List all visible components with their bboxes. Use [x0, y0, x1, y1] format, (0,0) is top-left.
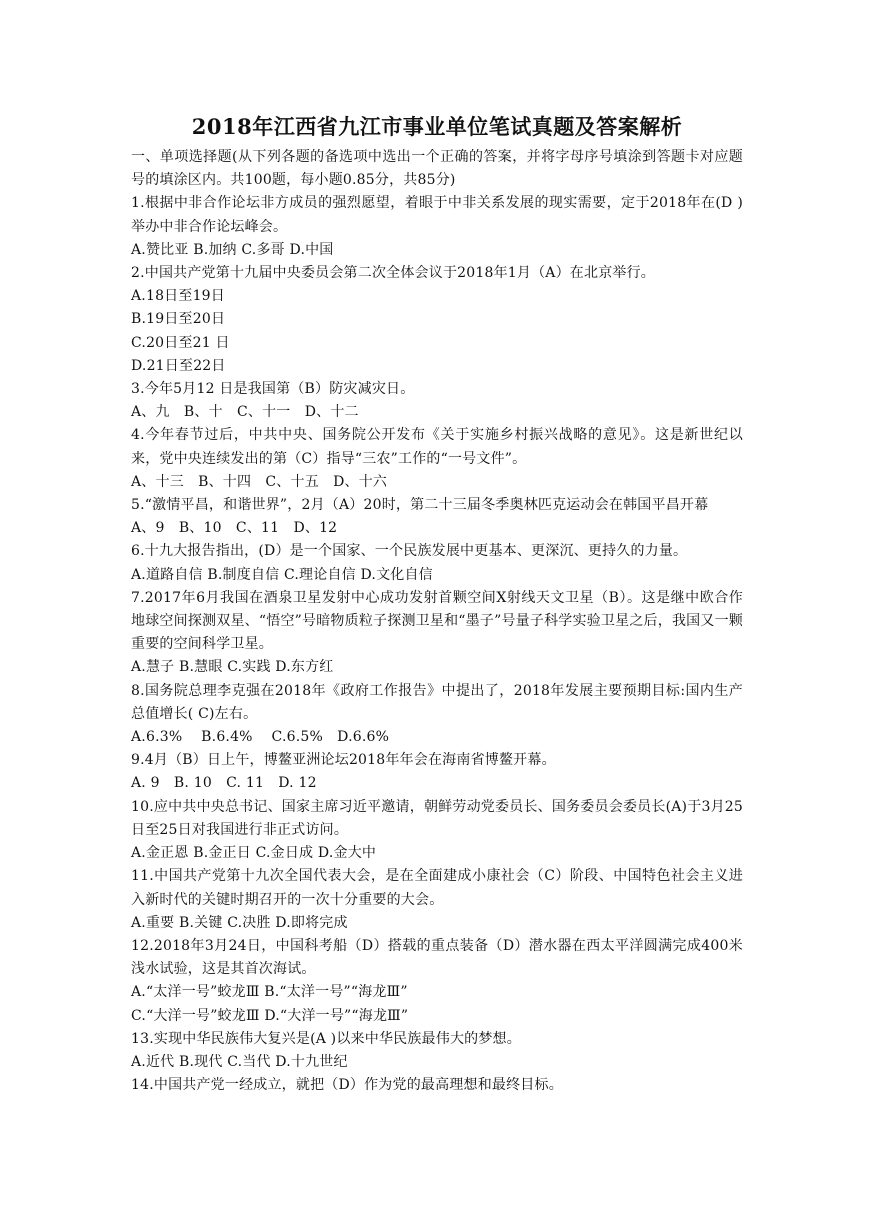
question-1 [131, 192, 743, 262]
question-options: A.6.3% B.6.4% C.6.5% D.6.6% [131, 729, 390, 746]
section-intro: 一、单项选择题(从下列各题的备选项中选出一个正确的答案，并将字母序号填涂到答题卡对应题号的填涂区内。共100题，每小题0.85分，共85分) [131, 149, 743, 189]
question-stem: 2.中国共产党第十九届中央委员会第二次全体会议于2018年1月（A）在北京举行。 [131, 265, 656, 282]
question-option: C.“大洋一号”蛟龙Ⅲ D.“大洋一号”“海龙Ⅲ” [131, 1007, 409, 1024]
document-title: 2018年江西省九江市事业单位笔试真题及答案解析 [191, 114, 683, 139]
question-stem: 11.中国共产党第十九次全国代表大会，是在全面建成小康社会（C）阶段、中国特色社会主义进入新时代的关键时期召开的一次十分重要的大会。 [131, 868, 743, 908]
question-14 [131, 1074, 743, 1097]
question-options: A.道路自信 B.制度自信 C.理论自信 D.文化自信 [131, 566, 433, 583]
question-options: A、九 B、十 C、十一 D、十二 [131, 404, 359, 421]
question-4 [131, 424, 743, 494]
question-13 [131, 1028, 743, 1074]
question-stem: 7.2017年6月我国在酒泉卫星发射中心成功发射首颗空间X射线天文卫星（B）。这是继中欧合作地球空间探测双星、“悟空”号暗物质粒子探测卫星和“墨子”号量子科学实验卫星之后，我国又一颗重要的空间科学卫星。 [131, 589, 743, 653]
question-stem: 9.4月（B）日上午，博鳌亚洲论坛2018年年会在海南省博鳌开幕。 [131, 752, 556, 769]
question-5 [131, 494, 743, 540]
question-options: A. 9 B. 10 C. 11 D. 12 [131, 775, 317, 792]
question-stem: 13.实现中华民族伟大复兴是(A )以来中华民族最伟大的梦想。 [131, 1030, 521, 1047]
question-12 [131, 935, 743, 1028]
question-7 [131, 587, 743, 680]
question-2 [131, 262, 743, 378]
document-page [131, 112, 743, 1097]
question-options: A.赞比亚 B.加纳 C.多哥 D.中国 [131, 241, 334, 258]
question-option: C.20日至21 日 [131, 334, 230, 351]
question-stem: 1.根据中非合作论坛非方成员的强烈愿望，着眼于中非关系发展的现实需要，定于2018年在(D )举办中非合作论坛峰会。 [131, 195, 743, 235]
question-stem: 8.国务院总理李克强在2018年《政府工作报告》中提出了，2018年发展主要预期目标:国内生产总值增长( C)左右。 [131, 682, 743, 722]
question-stem: 14.中国共产党一经成立，就把（D）作为党的最高理想和最终目标。 [131, 1077, 563, 1094]
question-stem: 5.“激情平昌，和谐世界”，2月（A）20时，第二十三届冬季奥林匹克运动会在韩国平昌开幕 [131, 497, 709, 514]
question-options: A、十三 B、十四 C、十五 D、十六 [131, 473, 388, 490]
question-option: D.21日至22日 [131, 357, 226, 374]
question-3 [131, 378, 743, 424]
question-options: A.慧子 B.慧眼 C.实践 D.东方红 [131, 659, 334, 676]
question-10 [131, 796, 743, 866]
question-option: B.19日至20日 [131, 311, 226, 328]
question-options: A.金正恩 B.金正日 C.金日成 D.金大中 [131, 845, 377, 862]
question-stem: 10.应中共中央总书记、国家主席习近平邀请，朝鲜劳动党委员长、国务委员会委员长(A)于3月25日至25日对我国进行非正式访问。 [131, 798, 743, 838]
question-9 [131, 749, 743, 795]
question-option: A.18日至19日 [131, 288, 225, 305]
question-stem: 6.十九大报告指出，(D）是一个国家、一个民族发展中更基本、更深沉、更持久的力量。 [131, 543, 688, 560]
question-stem: 4.今年春节过后，中共中央、国务院公开发布《关于实施乡村振兴战略的意见》。这是新世纪以来，党中央连续发出的第（C）指导“三农”工作的“一号文件”。 [131, 427, 743, 467]
question-options: A.重要 B.关键 C.决胜 D.即将完成 [131, 914, 348, 931]
question-11 [131, 865, 743, 935]
question-option: A.“太洋一号”蛟龙Ⅲ B.“太洋一号”“海龙Ⅲ” [131, 984, 408, 1001]
question-options: A、9 B、10 C、11 D、12 [131, 520, 338, 537]
question-8 [131, 680, 743, 750]
question-stem: 3.今年5月12 日是我国第（B）防灾减灾日。 [131, 381, 415, 398]
question-stem: 12.2018年3月24日，中国科考船（D）搭载的重点装备（D）潜水器在西太平洋圆满完成400米浅水试验，这是其首次海试。 [131, 937, 743, 978]
question-6 [131, 540, 743, 586]
question-options: A.近代 B.现代 C.当代 D.十九世纪 [131, 1053, 348, 1070]
